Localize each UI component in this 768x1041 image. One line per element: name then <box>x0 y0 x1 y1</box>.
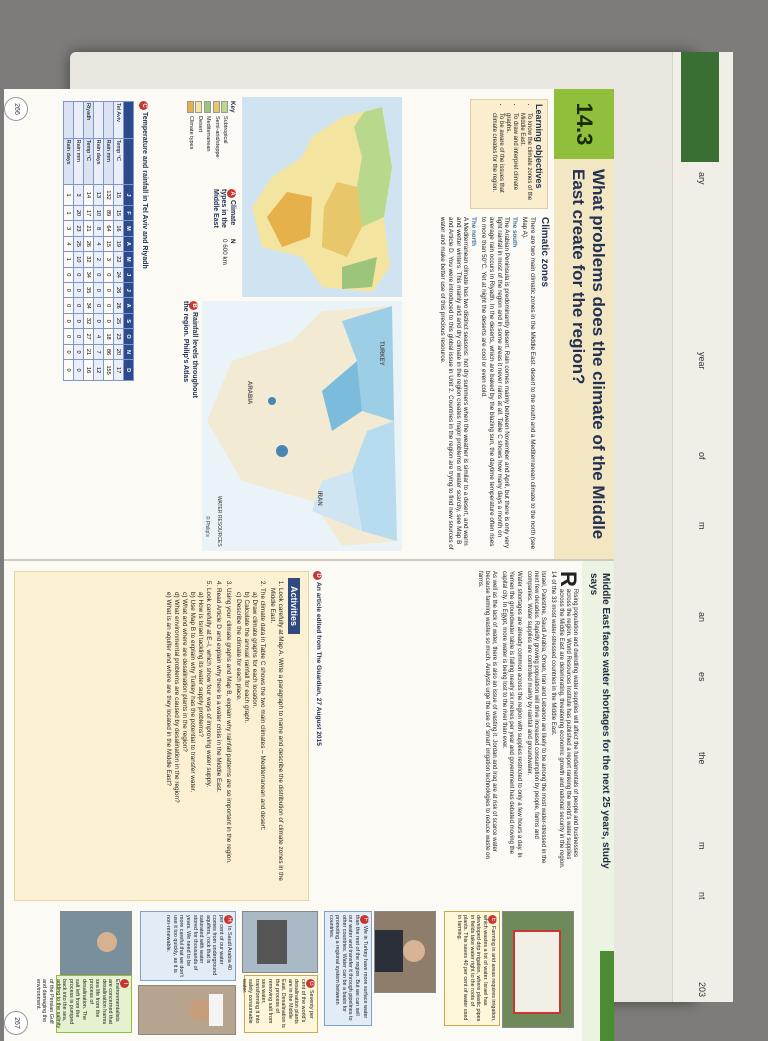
activities-box <box>14 571 309 901</box>
article-d <box>472 571 581 871</box>
table-cell: 0 <box>94 267 104 282</box>
table-header-month: S <box>124 313 134 328</box>
caption-i <box>34 975 132 1033</box>
table-cell: 23 <box>74 221 84 236</box>
table-header-cell <box>124 138 134 185</box>
key-item <box>212 101 220 181</box>
article-header <box>582 561 614 1041</box>
next-page-letter: year <box>697 352 707 370</box>
key-swatch <box>213 101 220 113</box>
table-header-month: A <box>124 236 134 251</box>
table-cell: 16 <box>84 360 94 381</box>
table-row <box>84 102 94 381</box>
activity-item <box>234 588 266 894</box>
map-a-scale <box>221 239 236 289</box>
table-cell: 0 <box>64 360 74 381</box>
photo-saudi-official <box>138 985 236 1035</box>
table-cell: 64 <box>104 221 114 236</box>
table-c-caption <box>139 101 148 391</box>
headdress-icon <box>209 994 223 1026</box>
objective-item: • To be aware of the issues that climate creates for the region. <box>490 113 504 204</box>
table-cell: 0 <box>74 360 84 381</box>
table-city-cell: Tel Aviv <box>114 102 124 139</box>
next-page-tab <box>681 52 719 162</box>
table-cell: 0 <box>74 298 84 313</box>
table-cell: 0 <box>64 344 74 359</box>
table-label-cell: Temp °C <box>84 138 94 185</box>
table-cell: 0 <box>74 267 84 282</box>
table-label-cell: Rain mm <box>104 138 114 185</box>
caption-i-text: Environmentalists are concerned that desalination harms sea life from the process of desalination. The salt left from the process is pumped back into the sea, adding to the salinity of the Persian Gulf and damaging the environment. <box>34 979 120 1029</box>
table-label-cell: Temp °C <box>114 138 124 185</box>
table-cell: 22 <box>114 252 124 267</box>
table-cell: 21 <box>84 221 94 236</box>
badge-d: D <box>313 571 322 580</box>
table-cell: 0 <box>94 283 104 298</box>
table-header-month: M <box>124 221 134 236</box>
activity-item: 1. Look carefully at Map A. Write a paragraph to name and describe the distribution of climate zones in the Middle East. <box>268 588 284 894</box>
next-page-letter: of <box>697 452 707 460</box>
table-row <box>74 102 84 381</box>
activity-item-text: The climate data in Table C shows the two main climates – Mediterranean and desert: <box>259 588 266 831</box>
caption-g-text: Seventy per cent of the world's desalination plants are in the Middle East. Desalination is the process of removing salt from sea water, transforming it into safely consumable water. <box>240 979 314 1028</box>
table-city-cell <box>64 102 74 139</box>
activity-sub: a) Draw climate graphs for each location. <box>251 592 258 709</box>
map-a-graphic <box>242 97 402 297</box>
activity-sub: d) What environmental problems are caused by desalination in the region? <box>173 592 180 803</box>
article-source <box>313 571 322 746</box>
table-cell: 32 <box>84 252 94 267</box>
table-cell: 25 <box>74 236 84 251</box>
activity-item-text: Look carefully at E–I, which show four ways of improving water supply. <box>205 588 212 788</box>
next-page-letter: an <box>697 612 707 623</box>
table-cell: 1 <box>64 252 74 267</box>
climatic-zones-text <box>436 217 550 552</box>
table-cell: 26 <box>114 283 124 298</box>
table-cell: 0 <box>94 298 104 313</box>
table-header-month: D <box>124 360 134 381</box>
learning-objectives-box <box>470 99 548 209</box>
key-item <box>221 101 229 181</box>
south-heading: The south <box>510 217 518 248</box>
photo-environmentalist <box>60 911 132 975</box>
table-city-cell: Riyadh <box>84 102 94 139</box>
badge-h: H <box>224 915 233 924</box>
table-cell: 16 <box>114 221 124 236</box>
table-cell: 32 <box>84 313 94 328</box>
table-cell: 89 <box>104 205 114 220</box>
map-a-caption-text: Climate types in the Middle East <box>212 189 236 228</box>
article-headline: Middle East faces water shortages for the next 25 years, study says <box>588 573 611 869</box>
table-cell: 0 <box>74 329 84 344</box>
table-cell: 0 <box>64 298 74 313</box>
table-cell: 0 <box>74 344 84 359</box>
table-header-month: J <box>124 267 134 282</box>
objective-item: • To know the climate zones of the Middle East. <box>518 113 532 204</box>
next-page-letter: the <box>697 752 707 765</box>
next-page-letter: es <box>697 672 707 682</box>
key-label: Desert <box>196 116 203 133</box>
photo-turkish-official <box>374 911 436 993</box>
table-cell: 4 <box>94 236 104 251</box>
map-b-graphic <box>202 301 402 551</box>
right-page <box>4 559 614 1041</box>
map-b-caption-text: Rainfall levels throughout the region. Philip's Atlas <box>182 301 198 398</box>
key-label: Climate types <box>188 116 195 150</box>
table-cell: 4 <box>94 329 104 344</box>
table-header-month: N <box>124 344 134 359</box>
activity-item: 4. Read Article D and explain why there is a water crisis in the Middle East. <box>214 588 222 894</box>
key-swatch <box>221 101 228 113</box>
map-label-iran: IRAN <box>316 491 322 506</box>
table-cell: 4 <box>64 236 74 251</box>
table-label-cell: Rain days <box>94 138 104 185</box>
side-page-number: 203 <box>697 982 707 998</box>
key-label: Mediterranean <box>205 116 212 152</box>
table-cell: 34 <box>84 298 94 313</box>
table-cell: 20 <box>74 205 84 220</box>
table-cell: 0 <box>74 283 84 298</box>
table-cell: 0 <box>64 267 74 282</box>
table-cell: 15 <box>104 236 114 251</box>
map-a-key <box>185 101 236 181</box>
table-cell: 0 <box>104 283 114 298</box>
scale-bar: 0 600 km <box>221 239 229 265</box>
table-cell: 0 <box>94 313 104 328</box>
photo-desalination-plant <box>242 911 318 973</box>
activities-heading: Activities <box>288 578 300 634</box>
table-cell: 19 <box>114 236 124 251</box>
table-cell: 86 <box>104 344 114 359</box>
badge-i: I <box>120 979 129 988</box>
lesson-number: 14.3 <box>554 89 614 159</box>
caption-g <box>240 975 318 1033</box>
table-city-cell <box>104 102 114 139</box>
table-row <box>64 102 74 381</box>
table-cell: 17 <box>84 205 94 220</box>
caption-e-text: Farming in arid areas requires irrigation, which wastes a lot of water. Israel has developed drip irrigation, where plastic pipes in fields take water right to the roots of plants. This saves 40 per cent of water used in farming. <box>455 915 496 1022</box>
right-page-number: 267 <box>4 1011 28 1035</box>
table-row <box>104 102 114 381</box>
north-heading: The north <box>469 217 477 247</box>
caption-h <box>140 911 236 981</box>
table-cell: 0 <box>104 298 114 313</box>
climatic-zones-heading: Climatic zones <box>539 217 550 288</box>
table-city-cell <box>94 102 104 139</box>
left-page-number: 266 <box>4 97 28 121</box>
table-header-month: M <box>124 252 134 267</box>
caption-e <box>444 911 500 1026</box>
map-a-climate-types <box>242 97 402 297</box>
map-b-credit: © Philip's <box>204 516 210 537</box>
table-cell: 17 <box>114 360 124 381</box>
north-text: A Mediterranean climate has two distinct seasons: hot dry summers when the weather is similar to a desert, and warm and wetter winters. This mainly arid and dry climate in the region creates major problems of water scarcity, see Map B and Article D. You were introduced to this global issue in Unit 2. Countries in the region are trying to find new sources of water and make better use of this precious resource. <box>439 217 470 550</box>
badge-b: B <box>189 301 198 310</box>
north-arrow-icon: N <box>229 239 236 244</box>
article-paragraph: Water shortages are already common across the region with supplies restricted to only a few hours a day. In Yemen the groundwater table is falling nearly six metres per year and government has debated moving the capital city. In Egypt, more water is being lost to the river than ever. <box>501 571 522 858</box>
table-cell: 27 <box>84 329 94 344</box>
table-header-month: J <box>124 283 134 298</box>
table-header-row <box>124 102 134 381</box>
table-cell: 26 <box>114 298 124 313</box>
activity-sub: c) What and where are desalination plants in the region? <box>181 592 188 752</box>
table-header-cell <box>124 102 134 139</box>
objective-item: • To draw and interpret climate graphs. <box>504 113 518 204</box>
activity-sub: e) What is an aquifer and where are they located in the Middle East? <box>165 592 172 786</box>
article-paragraph-text: Rising population and dwindling water supplies will affect the fundamentals of people and businesses across the region. World Resources Institute has published a report ranking the world's water supplies across the Middle East are deteriorating, threatening economic growth and national security in the region. 14 of the 33 most water-stressed countries in the Middle East. <box>550 571 578 869</box>
table-cell: 8 <box>94 221 104 236</box>
table-cell: 20 <box>114 344 124 359</box>
table-header-month: A <box>124 298 134 313</box>
key-swatch <box>204 101 211 113</box>
table-cell: 0 <box>74 313 84 328</box>
caption-f <box>324 911 372 1026</box>
article-paragraph: As well as the lack of water, there is also an issue of wasting it. Jordan and Iraq are at risk of scarce water because farming wastes so much. Analysts urge the use of 'smart' irrigation technologies to reduce waste on farms. <box>476 571 497 859</box>
table-cell: 7 <box>94 344 104 359</box>
table-cell: 0 <box>64 313 74 328</box>
table-cell: 15 <box>114 185 124 206</box>
activity-sub: b) Use Map B to explain why Turkey has the potential to transfer water. <box>189 592 196 793</box>
table-label-cell: Rain mm <box>74 138 84 185</box>
key-item <box>195 101 203 181</box>
table-cell: 3 <box>74 185 84 206</box>
badge-g: G <box>306 979 315 988</box>
climate-table <box>63 101 134 381</box>
table-header-month: O <box>124 329 134 344</box>
table-cell: 14 <box>84 185 94 206</box>
next-page-tab-text: ary <box>697 172 707 185</box>
table-header-month: F <box>124 205 134 220</box>
lesson-title: What problems does the climate of the Middle East create for the region? <box>569 169 608 540</box>
table-cell: 1 <box>64 185 74 206</box>
table-city-cell <box>74 102 84 139</box>
key-title: Key <box>229 101 236 113</box>
map-label-turkey: TURKEY <box>378 341 384 366</box>
table-cell: 132 <box>104 185 114 206</box>
table-row <box>94 102 104 381</box>
activity-sub: c) Describe the climate for each place. <box>235 592 242 701</box>
left-page <box>4 89 614 559</box>
map-b-legend-title: WATER RESOURCES <box>216 496 222 547</box>
key-label: Semi-arid/steppe <box>213 116 220 158</box>
table-cell: 13 <box>94 185 104 206</box>
table-cell: 15 <box>114 205 124 220</box>
badge-f: F <box>360 915 369 924</box>
table-cell: 34 <box>84 267 94 282</box>
key-swatch <box>187 101 194 113</box>
plant-building-icon <box>257 920 287 964</box>
table-cell: 0 <box>104 267 114 282</box>
table-cell: 21 <box>84 344 94 359</box>
table-cell: 18 <box>104 329 114 344</box>
caption-h-text: In Saudi Arabia 40 per cent of our water comes from underground aquifers, rock that is saturated with water stored for thousands of years. We need to be more careful that we don't use it too quickly, as it is non-renewable. <box>165 915 232 977</box>
table-cell: 3 <box>104 252 114 267</box>
header-green-bar <box>600 951 614 1041</box>
key-item <box>204 101 212 181</box>
photo-israel-sign <box>502 911 574 1028</box>
next-page-letter: m <box>697 842 707 850</box>
map-label-arabia: ARABIA <box>246 381 252 405</box>
map-b-rainfall <box>202 301 402 551</box>
article-paragraph <box>549 571 581 871</box>
key-item <box>186 101 194 181</box>
table-cell: 23 <box>114 329 124 344</box>
table-cell: 0 <box>64 329 74 344</box>
table-cell: 10 <box>74 252 84 267</box>
table-row <box>114 102 124 381</box>
table-cell: 155 <box>104 360 114 381</box>
table-cell: 1 <box>64 205 74 220</box>
climatic-intro: There are two main climatic zones in the Middle East: desert to the south and a Mediterranean climate to the north (see Map A). <box>521 217 536 550</box>
table-cell: 0 <box>104 313 114 328</box>
table-cell: 35 <box>84 283 94 298</box>
lesson-header <box>554 89 614 559</box>
objectives-heading: Learning objectives <box>534 104 544 189</box>
badge-e: E <box>488 915 497 924</box>
activity-item: 3. Using your climate graphs and Map B, explain why rainfall patterns are so important in the region. <box>224 588 232 894</box>
article-source-text: An article edited from The Guardian, 27 August 2015 <box>315 582 322 746</box>
table-cell: 0 <box>64 283 74 298</box>
warning-sign-icon <box>513 930 561 1014</box>
person-face-icon <box>403 940 425 962</box>
textbook-spread <box>4 89 614 1039</box>
climate-table-body <box>64 102 124 381</box>
article-paragraph: Israel, Palestine, Saudi Arabia, Oman, Iran and Lebanon are likely to be among the most water-stressed in the next few decades. Rapidly growing population will drive increased consumption by people, farms and companies. Water supplies are controlled mainly by rainfall and groundwater. <box>525 571 547 864</box>
next-page-edge <box>672 52 733 1002</box>
map-b-caption <box>181 301 198 401</box>
map-a-caption <box>211 189 236 237</box>
key-swatch <box>195 101 202 113</box>
next-page-letter: m <box>697 522 707 530</box>
table-label-cell: Rain days <box>64 138 74 185</box>
table-cell: 24 <box>114 267 124 282</box>
key-label: Subtropical <box>222 116 229 144</box>
table-cell: 25 <box>114 313 124 328</box>
table-cell: 3 <box>64 221 74 236</box>
activity-item <box>164 588 212 894</box>
table-c-caption-text: Temperature and rainfall in Tel Aviv and Riyadh <box>141 112 148 269</box>
table-header-month: J <box>124 185 134 206</box>
badge-c: C <box>139 101 148 110</box>
table-cell: 26 <box>84 236 94 251</box>
drop-cap: R <box>556 571 581 587</box>
badge-a: A <box>227 189 236 198</box>
south-text: The Arabian Peninsula is predominantly desert. Rain comes mainly between November and April, but there is only very light rainfall in most of the region and in some areas it never rains at all. Table C shows how many days a month on average rain occurs in Riyadh. In the deserts, which are baked by the blazing sun, the daytime temperature often rises to more than 50°C. Yet at night the deserts are cool or even cold. <box>480 217 511 549</box>
next-page-letter: nt <box>697 892 707 900</box>
activity-sub: b) Calculate the annual rainfall for each graph. <box>243 592 250 724</box>
person-suit-icon <box>374 930 403 972</box>
activity-sub: a) How is Israel tackling its water supply problems? <box>197 592 204 737</box>
table-cell: 10 <box>94 205 104 220</box>
table-cell: 2 <box>94 252 104 267</box>
caption-f-text: We in Turkey have more surface water than the rest of the region. But we can sell our water and transfer it through pipelines to other countries. Water can be a basis for promoting a regional system between countries. <box>327 915 368 1021</box>
table-cell: 12 <box>94 360 104 381</box>
person-face-icon <box>97 932 117 952</box>
